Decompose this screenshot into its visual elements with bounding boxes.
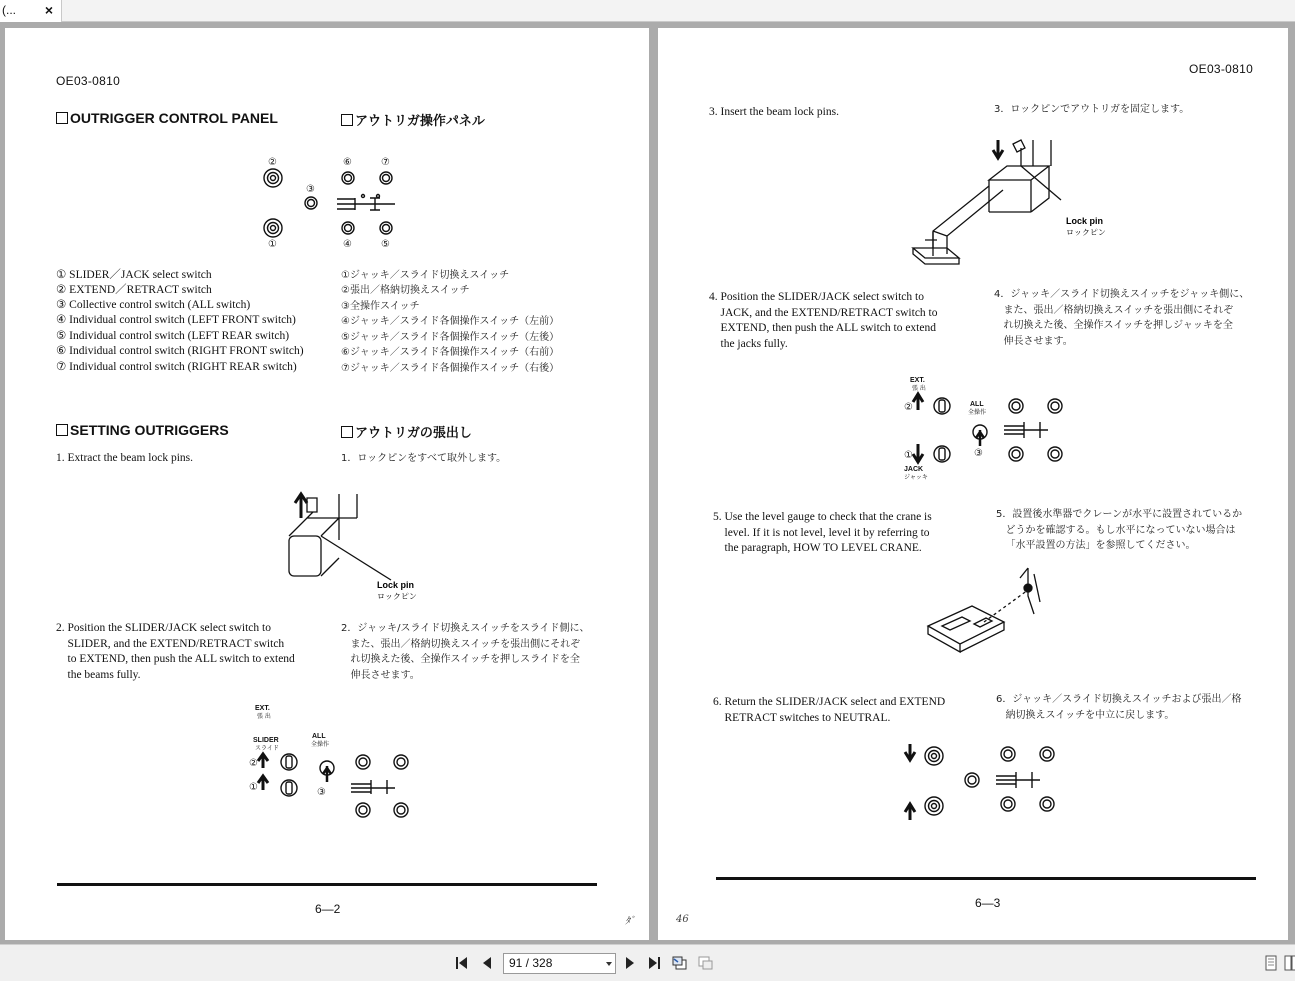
svg-text:①: ① [904, 450, 913, 461]
heading-box-icon [341, 426, 353, 438]
switch-knob-icon [925, 747, 943, 765]
lock-pin-icon [307, 498, 317, 518]
go-back-view-icon[interactable] [672, 955, 688, 971]
two-page-view-icon[interactable] [1284, 955, 1295, 971]
jack-switch-figure [902, 372, 1082, 482]
arrow-up-icon [905, 804, 915, 820]
svg-text:EXT.: EXT. [255, 705, 270, 712]
list-item: ⑥ Individual control switch (RIGHT FRONT switch) [56, 345, 304, 357]
switch-knob-icon [925, 797, 943, 815]
chevron-down-icon [606, 962, 612, 966]
list-item: ① SLIDER／JACK select switch [56, 269, 212, 281]
previous-page-icon[interactable] [480, 955, 496, 971]
panel-heading: OUTRIGGER CONTROL PANEL [56, 110, 278, 126]
crane-outline-icon [337, 198, 395, 210]
list-item: ⑤ Individual control switch (LEFT REAR switch) [56, 330, 290, 342]
label-1: ① [268, 239, 277, 250]
heading-box-icon [56, 424, 68, 436]
panel-heading-jp: アウトリガ操作パネル [341, 110, 485, 129]
label-2: ② [268, 157, 277, 168]
svg-text:JACK: JACK [904, 466, 924, 473]
navigation-toolbar [0, 944, 1295, 981]
label-5: ⑤ [381, 239, 390, 250]
level-gauge-icon [942, 617, 992, 630]
single-page-view-icon[interactable] [1263, 955, 1279, 971]
svg-text:スライド: スライド [255, 745, 279, 752]
tab-strip [0, 0, 1295, 22]
page-indicator: 91 / 328 [509, 956, 553, 970]
slider-switch-figure [245, 700, 425, 800]
svg-text:EXT.: EXT. [910, 377, 925, 384]
crane-outline-icon [996, 772, 1040, 788]
step-3-jp: 3．ロックピンでアウトリガを固定します。 [994, 104, 1190, 115]
list-item-jp: ⑥ジャッキ／スライド各個操作スイッチ（右前） [341, 347, 560, 358]
page-number: 6—3 [975, 896, 1001, 910]
handwritten-mark: 46 [676, 914, 689, 925]
list-item-jp: ③全操作スイッチ [341, 301, 420, 312]
heading-box-icon [341, 114, 353, 126]
document-viewer[interactable] [0, 22, 1295, 944]
arrow-up-icon [258, 776, 268, 790]
arrow-down-icon [905, 744, 915, 760]
level-gauge-figure [924, 566, 1074, 666]
svg-text:ジャッキ: ジャッキ [904, 474, 928, 481]
heading-box-icon [56, 112, 68, 124]
doc-code: OE03-0810 [1189, 62, 1254, 76]
svg-text:SLIDER: SLIDER [253, 737, 279, 744]
label-3: ③ [306, 184, 315, 195]
first-page-icon[interactable] [455, 955, 471, 971]
list-item-jp: ②張出／格納切換えスイッチ [341, 285, 470, 296]
step-4: 4. Position the SLIDER/JACK select switch to JACK, and the EXTEND/RETRACT switch to EXTEND, then push the ALL switch to extend the jacks fully. [709, 291, 938, 350]
svg-text:全操作: 全操作 [968, 409, 987, 416]
doc-code: OE03-0810 [56, 74, 121, 88]
arrow-up-icon [295, 494, 307, 518]
step-1: 1. Extract the beam lock pins. [56, 452, 194, 464]
svg-text:②: ② [249, 758, 258, 769]
lock-pin-label: Lock pin [1066, 216, 1104, 226]
tab-title: (... [2, 3, 16, 17]
step-6: 6. Return the SLIDER/JACK select and EXTEND RETRACT switches to NEUTRAL. [713, 696, 946, 724]
step-5-jp: 5．設置後水準器でクレーンが水平に設置されているか どうかを確認する。もし水平になっていない場合は 「水平設置の方法」を参照してください。 [996, 509, 1243, 551]
arrow-down-icon [913, 444, 923, 462]
crane-outline-icon [351, 780, 395, 794]
svg-text:張 出: 張 出 [257, 713, 271, 720]
neutral-switch-figure [898, 734, 1068, 826]
svg-text:①: ① [249, 782, 258, 793]
svg-text:③: ③ [317, 787, 326, 798]
control-panel-figure [245, 148, 415, 248]
lock-pin-label: Lock pin [377, 580, 415, 590]
step-5: 5. Use the level gauge to check that the crane is level. If it is not level, level it by referring to the paragraph, HOW TO LEVEL CRANE. [713, 511, 932, 554]
svg-text:③: ③ [974, 448, 983, 459]
svg-text:ALL: ALL [970, 401, 984, 408]
page-rule [716, 877, 1256, 880]
document-tab[interactable] [0, 0, 62, 22]
arrow-up-icon [913, 394, 923, 410]
setting-heading: SETTING OUTRIGGERS [56, 422, 229, 438]
list-item: ④ Individual control switch (LEFT FRONT switch) [56, 314, 296, 326]
eye-icon [1024, 584, 1032, 592]
label-7: ⑦ [381, 157, 390, 168]
label-4: ④ [343, 239, 352, 250]
svg-text:全操作: 全操作 [311, 741, 330, 748]
step-3: 3. Insert the beam lock pins. [709, 106, 839, 118]
svg-text:張 出: 張 出 [912, 385, 926, 392]
list-item-jp: ①ジャッキ／スライド切換えスイッチ [341, 270, 510, 281]
switch-knob-icon [264, 169, 282, 187]
list-item-jp: ⑤ジャッキ／スライド各個操作スイッチ（左後） [341, 332, 560, 343]
lock-pin-icon [1013, 140, 1025, 166]
lock-pin-figure [281, 488, 431, 603]
arrow-down-icon [993, 140, 1003, 158]
step-2: 2. Position the SLIDER/JACK select switch to SLIDER, and the EXTEND/RETRACT switch to EXTEND, then push the ALL switch to extend the beams fully. [56, 622, 295, 681]
page-6-2 [5, 28, 649, 940]
step-6-jp: 6．ジャッキ／スライド切換えスイッチおよび張出／格 納切換えスイッチを中立に戻します。 [996, 694, 1242, 721]
label-6: ⑥ [343, 157, 352, 168]
close-tab-button[interactable]: × [44, 2, 53, 18]
crane-outline-icon [1004, 422, 1048, 438]
step-4-jp: 4．ジャッキ／スライド切換えスイッチをジャッキ側に、 また、張出／格納切換えスイッチを張出側にそれぞ れ切換えた後、全操作スイッチを押しジャッキを全 伸長させます。 [994, 289, 1250, 347]
arrow-up-icon [258, 754, 268, 768]
handwritten-mark: ﾀﾞ [625, 916, 635, 927]
list-item: ⑦ Individual control switch (RIGHT REAR switch) [56, 361, 297, 373]
switch-knob-icon [264, 219, 282, 237]
list-item: ③ Collective control switch (ALL switch) [56, 299, 251, 311]
svg-text:②: ② [904, 402, 913, 413]
list-item: ② EXTEND／RETRACT switch [56, 284, 212, 296]
next-page-icon[interactable] [622, 955, 638, 971]
go-forward-view-icon[interactable] [698, 955, 714, 971]
step-1-jp: 1．ロックピンをすべて取外します。 [341, 453, 507, 464]
step-2-jp: 2．ジャッキ/スライド切換えスイッチをスライド側に、 また、張出／格納切換えスイッチを張出側にそれぞ れ切換えた後、全操作スイッチを押しスライドを全 伸長させます。 [341, 623, 590, 681]
lock-pin-label-jp: ロックピン [1066, 228, 1106, 237]
page-rule [57, 883, 597, 886]
lock-pin-insert-figure [903, 136, 1123, 266]
list-item-jp: ⑦ジャッキ／スライド各個操作スイッチ（右後） [341, 363, 560, 374]
list-item-jp: ④ジャッキ／スライド各個操作スイッチ（左前） [341, 316, 560, 327]
setting-heading-jp: アウトリガの張出し [341, 422, 472, 441]
page-number: 6—2 [315, 902, 341, 916]
page-number-select[interactable] [503, 953, 616, 974]
page-6-3 [658, 28, 1288, 940]
svg-text:ALL: ALL [312, 733, 326, 740]
lock-pin-label-jp: ロックピン [377, 592, 417, 601]
last-page-icon[interactable] [646, 955, 662, 971]
